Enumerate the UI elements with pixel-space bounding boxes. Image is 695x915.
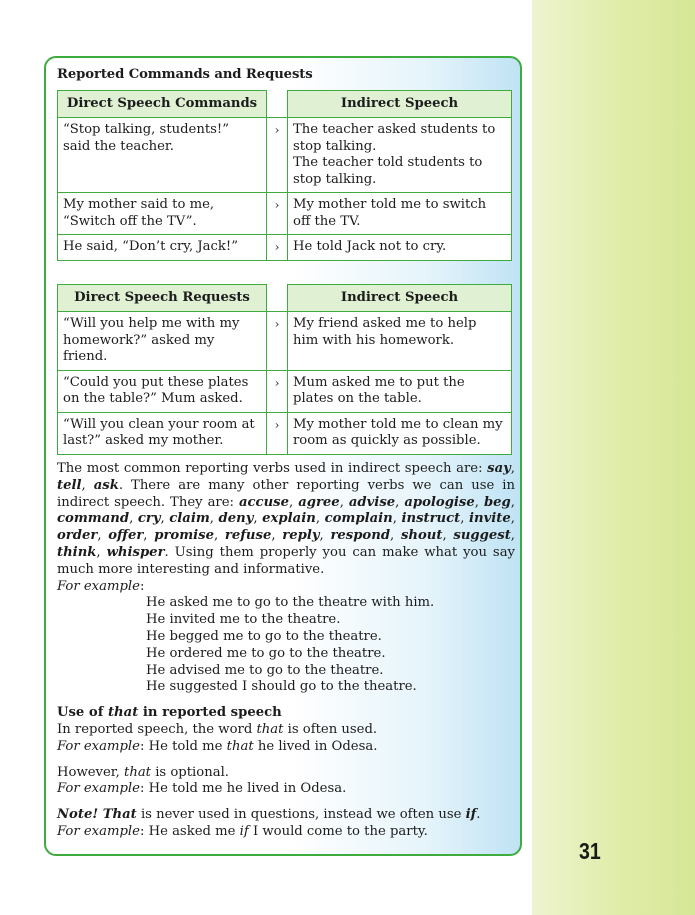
that-heading: Use of that in reported speech xyxy=(57,705,282,721)
direct-speech-line: last?” asked my mother. xyxy=(63,433,224,448)
that-example-1: For example: He told me that he lived in Odesa. xyxy=(57,738,378,754)
reporting-verb: think xyxy=(57,544,97,560)
that-line-2: However, that is optional. xyxy=(57,764,229,780)
reporting-verb: respond xyxy=(330,528,391,544)
direct-speech-line: said the teacher. xyxy=(63,138,174,154)
reporting-verb: whisper xyxy=(106,544,165,560)
indirect-speech-line: The teacher asked students to xyxy=(293,122,496,137)
direct-speech-line: “Will you clean your room at xyxy=(63,416,255,432)
indirect-speech-cell xyxy=(288,312,512,371)
reporting-verb: accuse xyxy=(238,494,289,510)
indirect-speech-line: Mum asked me to put the xyxy=(293,374,465,390)
indirect-speech-line: My friend asked me to help xyxy=(293,316,477,331)
indirect-speech-cell xyxy=(288,235,512,261)
indirect-speech-cell xyxy=(288,193,512,235)
indirect-speech-line: plates on the table. xyxy=(293,391,422,406)
verbs-middle: . There are many other reporting verbs we can use in indirect speech. They are: xyxy=(57,477,515,510)
example-sentence: He invited me to the theatre. xyxy=(146,612,341,628)
that-example-3: For example: He asked me if I would come to the party. xyxy=(57,823,428,839)
indirect-speech-line: My mother told me to clean my xyxy=(293,416,503,432)
direct-speech-line: homework?” asked my friend. xyxy=(63,332,215,364)
example-sentence: He begged me to go to the theatre. xyxy=(146,628,382,644)
direct-speech-line: “Switch off the TV”. xyxy=(63,213,197,229)
arrow-icon: › xyxy=(267,312,288,371)
table2-row xyxy=(58,412,512,454)
reporting-verb: shout xyxy=(400,528,443,544)
direct-speech-cell xyxy=(58,312,267,371)
table2-head-gap xyxy=(267,285,288,312)
indirect-speech-line: stop talking. xyxy=(293,138,377,154)
arrow-icon: › xyxy=(267,412,288,454)
example-sentence: He advised me to go to the theatre. xyxy=(146,662,384,678)
reporting-verb: advise xyxy=(348,494,396,510)
table1-head-gap xyxy=(267,91,288,118)
example-sentence: He asked me to go to the theatre with him. xyxy=(146,595,435,611)
direct-speech-line: He said, “Don’t cry, Jack!” xyxy=(63,239,238,254)
direct-speech-cell xyxy=(58,193,267,235)
reporting-verb: offer xyxy=(108,528,144,544)
page-number: 31 xyxy=(579,838,601,864)
reporting-verb: reply xyxy=(282,528,320,544)
indirect-speech-cell xyxy=(288,370,512,412)
for-example-label: For example: xyxy=(57,578,145,594)
indirect-speech-line: off the TV. xyxy=(293,213,361,229)
reporting-verb: explain xyxy=(262,511,316,527)
table2-head-left: Direct Speech Requests xyxy=(58,285,267,312)
body-text xyxy=(57,461,515,841)
direct-speech-line: “Will you help me with my xyxy=(63,316,240,331)
reporting-verb: refuse xyxy=(224,528,272,544)
table2-row xyxy=(58,370,512,412)
table2-row xyxy=(58,312,512,371)
reporting-verb: cry xyxy=(137,511,161,527)
that-line-1: In reported speech, the word that is often used. xyxy=(57,721,378,737)
direct-speech-cell xyxy=(58,235,267,261)
table1-row xyxy=(58,235,512,261)
reporting-verb: order xyxy=(57,528,98,544)
indirect-speech-line: room as quickly as possible. xyxy=(293,433,481,448)
direct-speech-line: My mother said to me, xyxy=(63,197,215,212)
direct-speech-line: “Could you put these plates xyxy=(63,374,249,390)
common-verb: ask xyxy=(93,477,119,493)
reporting-verb: deny xyxy=(218,511,254,527)
reporting-verb: instruct xyxy=(401,511,461,527)
reporting-verb: complain xyxy=(324,511,393,527)
direct-speech-cell xyxy=(58,412,267,454)
example-list xyxy=(57,595,515,696)
panel-title: Reported Commands and Requests xyxy=(57,67,313,82)
reporting-verb: suggest xyxy=(453,528,511,544)
reporting-verb: invite xyxy=(469,511,511,527)
note-line: Note! That is never used in questions, instead we often use if. xyxy=(57,807,481,823)
table2-body xyxy=(58,312,512,455)
verbs-intro: The most common reporting verbs used in indirect speech are: xyxy=(57,461,488,476)
commands-table xyxy=(57,90,512,261)
direct-speech-line: “Stop talking, students!” xyxy=(63,122,229,137)
indirect-speech-line: stop talking. xyxy=(293,171,377,187)
arrow-icon: › xyxy=(267,370,288,412)
example-sentence: He suggested I should go to the theatre. xyxy=(146,679,417,695)
indirect-speech-cell xyxy=(288,118,512,193)
reporting-verb: claim xyxy=(169,511,210,527)
direct-speech-cell xyxy=(58,370,267,412)
common-verb: tell xyxy=(57,477,82,493)
reporting-verbs-paragraph: The most common reporting verbs used in indirect speech are: say, tell, ask. There are many other reporting verbs we can use in indirect speech. They are: accuse, agree, advise, apologise, beg, command, cry, claim, deny, explain, complain, instruct, invite, order, offer, promise, refuse, reply, respond, shout, suggest, think, whisper. Using them properly you can make what you say much more interesting and informative. xyxy=(57,461,516,577)
table1-row xyxy=(58,118,512,193)
reporting-verb: apologise xyxy=(404,494,475,510)
arrow-icon: › xyxy=(267,193,288,235)
table1-head-left: Direct Speech Commands xyxy=(58,91,267,118)
indirect-speech-line: My mother told me to switch xyxy=(293,197,487,212)
indirect-speech-line: The teacher told students to xyxy=(293,155,483,170)
direct-speech-line: on the table?” Mum asked. xyxy=(63,391,243,406)
arrow-icon: › xyxy=(267,235,288,261)
indirect-speech-line: him with his homework. xyxy=(293,332,455,348)
requests-table xyxy=(57,284,512,455)
direct-speech-cell xyxy=(58,118,267,193)
reporting-verb: beg xyxy=(483,494,511,510)
that-example-2: For example: He told me he lived in Odesa. xyxy=(57,781,347,797)
indirect-speech-cell xyxy=(288,412,512,454)
grammar-panel xyxy=(44,56,522,856)
arrow-icon: › xyxy=(267,118,288,193)
table1-head-right: Indirect Speech xyxy=(288,91,512,118)
indirect-speech-line: He told Jack not to cry. xyxy=(293,239,447,254)
table1-row xyxy=(58,193,512,235)
example-sentence: He ordered me to go to the theatre. xyxy=(146,645,386,661)
common-verb: say xyxy=(487,461,511,476)
reporting-verb: promise xyxy=(154,528,214,544)
table1-body xyxy=(58,118,512,261)
reporting-verb: command xyxy=(57,511,130,527)
side-margin-strip xyxy=(532,0,695,915)
table2-head-right: Indirect Speech xyxy=(288,285,512,312)
reporting-verb: agree xyxy=(298,494,340,510)
verbs-outro: Using them properly you can make what you say much more interesting and informative. xyxy=(57,544,516,577)
